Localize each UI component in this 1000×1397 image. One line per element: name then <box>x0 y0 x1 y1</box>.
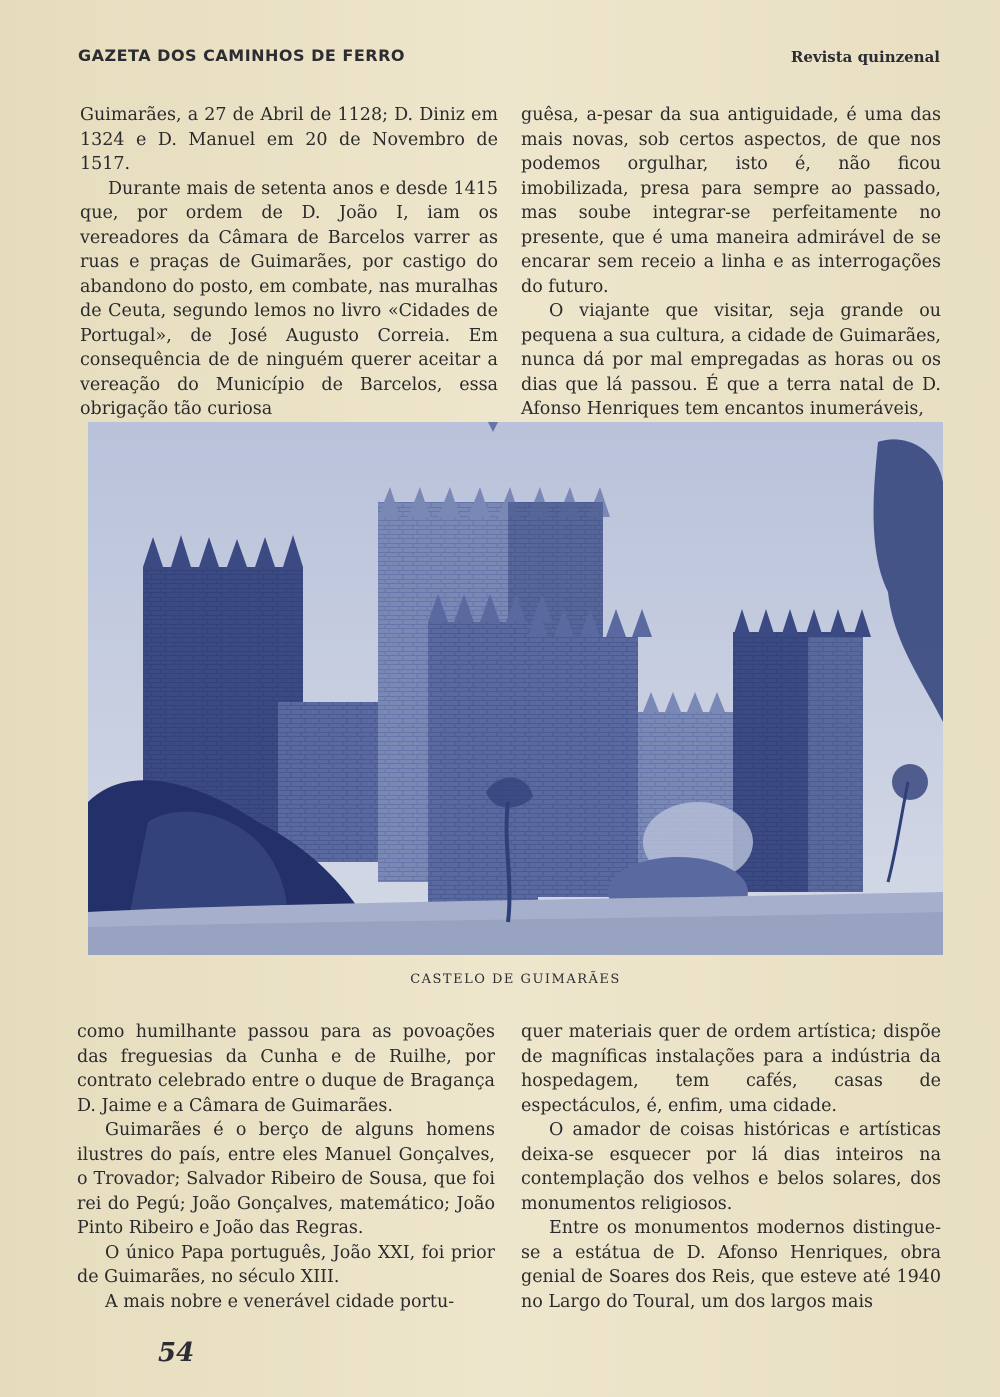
journal-subtitle: Revista quinzenal <box>790 48 940 66</box>
paragraph: como humilhante passou para as povoações das freguesias da Cunha e de Ruilhe, por contrato celebrado entre o duque de Bragança D. Jaime e a Câmara de Guimarães. <box>77 1022 495 1116</box>
castle-photograph <box>88 422 943 955</box>
castle-illustration <box>88 422 943 955</box>
paragraph: Guimarães, a 27 de Abril de 1128; D. Diniz em 1324 e D. Manuel em 20 de Novembro de 1517. <box>80 105 498 174</box>
photo-caption: CASTELO DE GUIMARÃES <box>410 972 621 987</box>
paragraph: Entre os monumentos modernos distingue-se a estátua de D. Afonso Henriques, obra genial de Soares dos Reis, que esteve até 1940 no Largo do Toural, um dos largos mais <box>521 1218 941 1312</box>
page-number: 54 <box>158 1338 195 1368</box>
column-bottom-left <box>77 1020 495 1314</box>
paragraph: O único Papa português, João XXI, foi prior de Guimarães, no século XIII. <box>77 1242 495 1287</box>
paragraph: O amador de coisas históricas e artísticas deixa-se esquecer por lá dias inteiros na contemplação dos velhos e belos solares, dos monumentos religiosos. <box>521 1120 941 1214</box>
paragraph: guêsa, a-pesar da sua antiguidade, é uma das mais novas, sob certos aspectos, de que nos podemos orgulhar, isto é, não ficou imobilizada, presa para sempre ao passado, mas soube integrar-se perfeitamente no presente, que é uma maneira admirável de se encarar sem receio a linha e as interrogações do futuro. <box>521 105 941 297</box>
paragraph: quer materiais quer de ordem artística; dispõe de magníficas instalações para a indústria da hospedagem, tem cafés, casas de espectáculos, é, enfim, uma cidade. <box>521 1022 941 1116</box>
column-top-right <box>521 103 941 422</box>
paragraph: Guimarães é o berço de alguns homens ilustres do país, entre eles Manuel Gonçalves, o Trovador; Salvador Ribeiro de Sousa, que foi rei do Pegú; João Gonçalves, matemático; João Pinto Ribeiro e João das Regras. <box>77 1120 495 1238</box>
journal-title: GAZETA DOS CAMINHOS DE FERRO <box>78 46 406 65</box>
paragraph: O viajante que visitar, seja grande ou pequena a sua cultura, a cidade de Guimarães, nunca dá por mal empregadas as horas ou os dias que lá passou. É que a terra natal de D. Afonso Henriques tem encantos inumeráveis, <box>521 301 941 419</box>
paragraph: A mais nobre e venerável cidade portu- <box>105 1291 455 1312</box>
column-bottom-right <box>521 1020 941 1314</box>
column-top-left <box>80 103 498 422</box>
paragraph: Durante mais de setenta anos e desde 1415 que, por ordem de D. João I, iam os vereadores da Câmara de Barcelos varrer as ruas e praças de Guimarães, por castigo do abandono do posto, em combate, nas muralhas de Ceuta, segundo lemos no livro «Cidades de Portugal», de José Augusto Correia. Em consequência de de ninguém querer aceitar a vereação do Município de Barcelos, essa obrigação tão curiosa <box>80 178 498 419</box>
